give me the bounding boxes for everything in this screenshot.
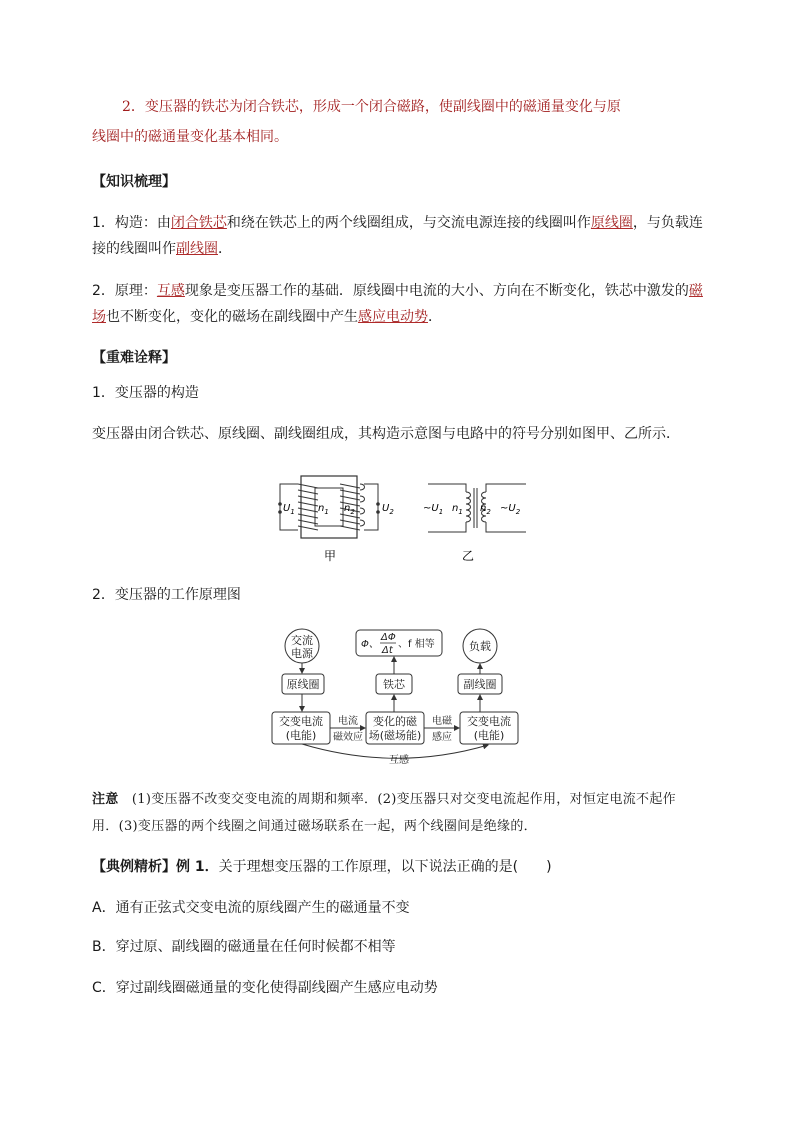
flux-den: Δt	[382, 645, 393, 656]
option-a: A．通有正弦式交变电流的原线圈产生的磁通量不变	[92, 900, 410, 916]
explain-desc: 变压器由闭合铁芯、原线圈、副线圈组成，其构造示意图与电路中的符号分别如图甲、乙所示．	[92, 426, 680, 442]
intro-line-2: 线圈中的磁通量变化基本相同。	[92, 129, 288, 145]
sym-label-u2: $\sim U_2$	[500, 503, 521, 516]
flux-num: ΔΦ	[381, 632, 396, 643]
sym-label-n1: $n_1$	[452, 503, 463, 516]
terminal-u1-top	[278, 502, 282, 506]
explain-sub-2: 2．变压器的工作原理图	[92, 587, 241, 603]
flux-left: Φ、	[361, 639, 379, 650]
text-field-2: 场(磁场能)	[368, 729, 422, 742]
flux-formula	[361, 632, 435, 656]
knowledge-item-1: 1．构造：由闭合铁芯和绕在铁芯上的两个线圈组成，与交流电源连接的线圈叫作原线圈，与负载连	[92, 215, 703, 231]
figure-transformer-structure	[268, 470, 538, 564]
term-primary-coil: 原线圈	[590, 215, 633, 231]
text-core: 铁芯	[383, 678, 405, 691]
caption-yi: 乙	[462, 549, 475, 563]
text-load: 负载	[469, 640, 491, 653]
option-c: C．穿过副线圈磁通量的变化使得副线圈产生感应电动势	[92, 980, 438, 996]
text-label-ind: 感应	[432, 732, 452, 743]
text-ac-out-2: (电能)	[473, 729, 505, 742]
text-ac-out-1: 交变电流	[467, 715, 511, 728]
label-u2: $U_2$	[382, 503, 394, 516]
term-mutual-induction: 互感	[156, 283, 185, 299]
text-ac-current-2: (电能)	[285, 729, 317, 742]
label-n2: $n_2$	[344, 503, 355, 516]
term-closed-core: 闭合铁芯	[170, 215, 227, 231]
sym-label-n2: $n_2$	[480, 503, 491, 516]
example-heading: 【典例精析】例 1．	[92, 859, 219, 875]
text-field-1: 变化的磁	[373, 715, 417, 728]
text-ac-current-1: 交变电流	[279, 715, 323, 728]
text-primary: 原线圈	[286, 678, 320, 691]
option-b: B．穿过原、副线圈的磁通量在任何时候都不相等	[92, 939, 396, 955]
flux-right: 、f 相等	[398, 639, 435, 650]
example-question: 【典例精析】例 1．关于理想变压器的工作原理，以下说法正确的是( )	[92, 859, 552, 875]
caption-jia: 甲	[324, 549, 337, 563]
label-n1: $n_1$	[318, 503, 329, 516]
knowledge-item-2: 2．原理：互感现象是变压器工作的基础．原线圈中电流的大小、方向在不断变化，铁芯中激发的磁	[92, 283, 703, 299]
explain-sub-1: 1．变压器的构造	[92, 385, 199, 401]
leads	[280, 484, 378, 530]
text-label-em: 电磁	[432, 716, 452, 727]
note-line-2: 用．(3)变压器的两个线圈之间通过磁场联系在一起，两个线圈间是绝缘的．	[92, 819, 537, 834]
term-magnetic-a: 磁	[688, 283, 703, 299]
term-magnetic-b: 场	[92, 309, 106, 325]
terminal-u2-top	[376, 502, 380, 506]
text-label-mag: 磁效应	[333, 732, 363, 743]
note-line-1: 注意 (1)变压器不改变交变电流的周期和频率．(2)变压器只对交变电流起作用，对恒定电流不起作	[92, 792, 676, 807]
intro-line-1: 2．变压器的铁芯为闭合铁芯，形成一个闭合磁路，使副线圈中的磁通量变化与原	[122, 99, 621, 115]
text-secondary: 副线圈	[463, 678, 497, 691]
note-label: 注意	[92, 792, 119, 807]
term-secondary-coil: 副线圈	[176, 241, 218, 257]
terminal-u2-bottom	[376, 510, 380, 514]
text-ac-source-2: 电源	[291, 647, 313, 660]
knowledge-item-1-cont: 接的线圈叫作副线圈．	[92, 241, 232, 257]
label-u1: $U_1$	[283, 503, 295, 516]
text-label-current: 电流	[338, 716, 358, 727]
knowledge-item-2-cont: 场也不断变化，变化的磁场在副线圈中产生感应电动势．	[92, 309, 442, 325]
terminal-u1-bottom	[278, 510, 282, 514]
knowledge-heading: 【知识梳理】	[92, 174, 176, 190]
sym-label-u1: $\sim U_1$	[423, 503, 444, 516]
text-mutual: 互感	[389, 755, 409, 766]
term-induced-emf: 感应电动势	[358, 309, 428, 325]
figure-working-principle	[268, 624, 530, 766]
explain-heading: 【重难诠释】	[92, 350, 176, 366]
text-ac-source-1: 交流	[291, 634, 313, 647]
